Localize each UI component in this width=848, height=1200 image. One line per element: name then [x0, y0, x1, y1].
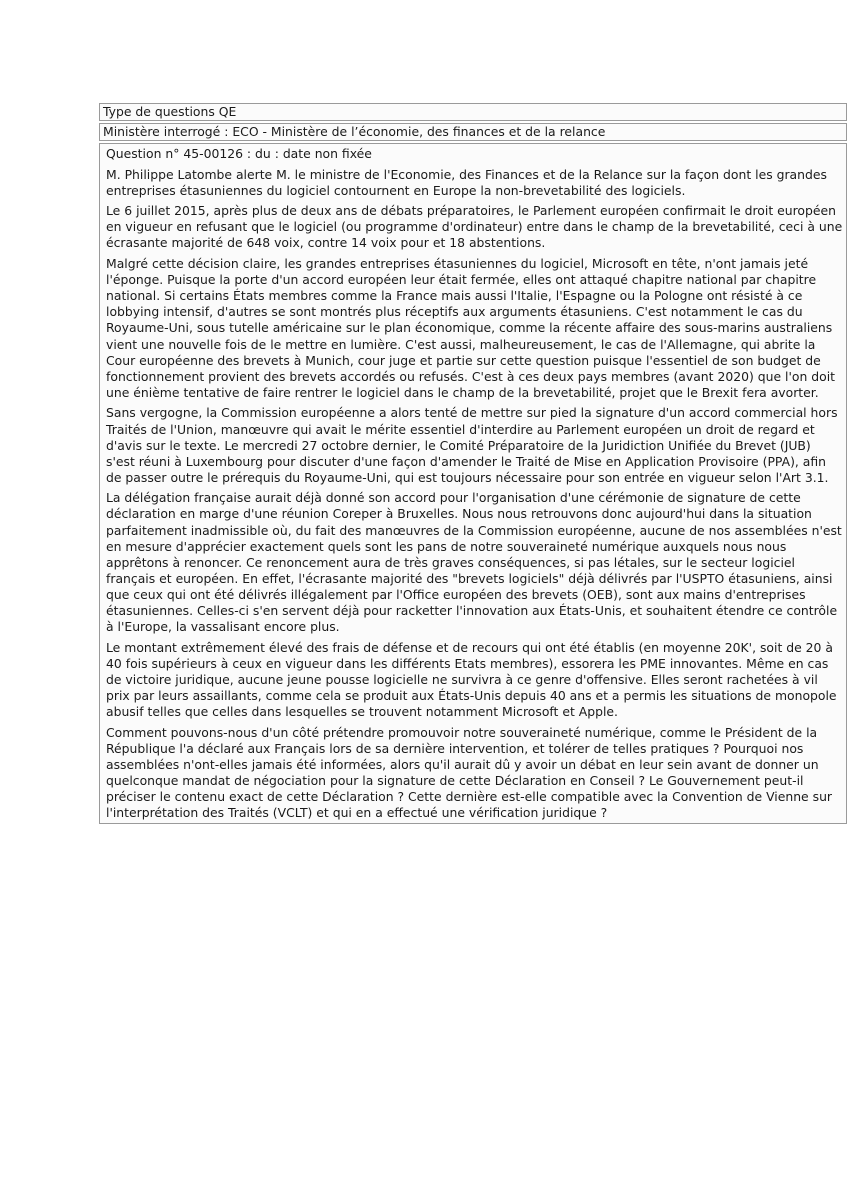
question-type-row: Type de questions QE	[99, 103, 847, 121]
question-body	[99, 143, 847, 824]
question-paragraph: M. Philippe Latombe alerte M. le ministre de l'Economie, des Finances et de la Relance sur la façon dont les grandes entreprises étasuniennes du logiciel contournent en Europe la non-brevetabilité des logiciels.	[106, 166, 827, 198]
question-paragraph: Sans vergogne, la Commission européenne a alors tenté de mettre sur pied la signature d'un accord commercial hors Traités de l'Union, manœuvre qui avait le mérite essentiel d'interdire au Parlement européen un droit de regard et d'avis sur le texte. Le mercredi 27 octobre dernier, le Comité Préparatoire de la Juridiction Unifiée du Brevet (JUB) s'est réuni à Luxembourg pour discuter d'une façon d'amender le Traité de Mise en Application Provisoire (PPA), afin de passer outre le prérequis du Royaume-Uni, qui est toujours nécessaire pour son entrée en vigueur selon l'Art 3.1.	[106, 405, 838, 485]
question-paragraph: Le 6 juillet 2015, après plus de deux ans de débats préparatoires, le Parlement européen confirmait le droit européen en vigueur en refusant que le logiciel (ou programme d'ordinateur) entre dans le champ de la brevetabilité, ceci à une écrasante majorité de 648 voix, contre 14 voix pour et 18 abstentions.	[106, 203, 843, 251]
question-document	[99, 103, 847, 824]
question-paragraph: Malgré cette décision claire, les grandes entreprises étasuniennes du logiciel, Microsoft en tête, n'ont jamais jeté l'éponge. Puisque la porte d'un accord européen leur était fermée, elles ont attaqué chapitre national par chapitre national. Si certains États membres comme la France mais aussi l'Italie, l'Espagne ou la Pologne ont résisté à ce lobbying intensif, d'autres se sont montrés plus réceptifs aux arguments étasuniens. C'est notamment le cas du Royaume-Uni, sous tutelle américaine sur le plan économique, comme la récente affaire des sous-marins australiens vient une nouvelle fois de le mettre en lumière. C'est aussi, malheureusement, le cas de l'Allemagne, qui abrite la Cour européenne des brevets à Munich, cour juge et partie sur cette question puisque l'essentiel de son budget de fonctionnement provient des brevets accordés ou refusés. C'est à ces deux pays membres (avant 2020) que l'on doit une énième tentative de faire rentrer le logiciel dans le champ de la brevetabilité, projet que le Brexit fera avorter.	[106, 256, 835, 400]
question-paragraph: Le montant extrêmement élevé des frais de défense et de recours qui ont été établis (en moyenne 20K', soit de 20 à 40 fois supérieurs à ceux en vigueur dans les différents Etats membres), essorera les PME innovantes. Même en cas de victoire juridique, aucune jeune pousse logicielle ne survivra à ce genre d'offensive. Elles seront rachetées à vil prix par leurs assaillants, comme cela se produit aux États-Unis depuis 40 ans et a permis les situations de monopole abusif telles que celles dans lesquelles se trouvent notamment Microsoft et Apple.	[106, 639, 837, 720]
question-paragraph: Comment pouvons-nous d'un côté prétendre promouvoir notre souveraineté numérique, comme le Président de la République l'a déclaré aux Français lors de sa dernière intervention, et tolérer de telles pratiques ? Pourquoi nos assemblées n'ont-elles jamais été informées, alors qu'il aurait dû y avoir un débat en leur sein avant de donner un quelconque mandat de négociation pour la signature de cette Déclaration en Conseil ? Le Gouvernement peut-il préciser le contenu exact de cette Déclaration ? Cette dernière est-elle compatible avec la Convention de Vienne sur l'interprétation des Traités (VCLT) et qui en a effectué une vérification juridique ?	[106, 724, 833, 821]
question-paragraph: La délégation française aurait déjà donné son accord pour l'organisation d'une cérémonie de signature de cette déclaration en marge d'une réunion Coreper à Bruxelles. Nous nous retrouvons donc aujourd'hui dans la situation parfaitement inadmissible où, du fait des manœuvres de la Commission européenne, aucune de nos assemblées n'est en mesure d'apprécier exactement quels sont les pans de notre souveraineté numérique auxquels nous nous apprêtons à renoncer. Ce renoncement aura de très graves conséquences, si pas létales, sur le secteur logiciel français et européen. En effet, l'écrasante majorité des "brevets logiciels" déjà délivrés par l'USPTO étasuniens, ainsi que ceux qui ont été délivrés illégalement par l'Office européen des brevets (OEB), sont aux mains d'entreprises étasuniennes. Celles-ci s'en servent déjà pour racketter l'innovation aux États-Unis, et souhaitent étendre ce contrôle à l'Europe, la vassalisant encore plus.	[106, 490, 842, 635]
question-number: Question n° 45-00126 : du : date non fixée	[106, 146, 372, 161]
ministry-row: Ministère interrogé : ECO - Ministère de l’économie, des finances et de la relance	[99, 123, 847, 141]
